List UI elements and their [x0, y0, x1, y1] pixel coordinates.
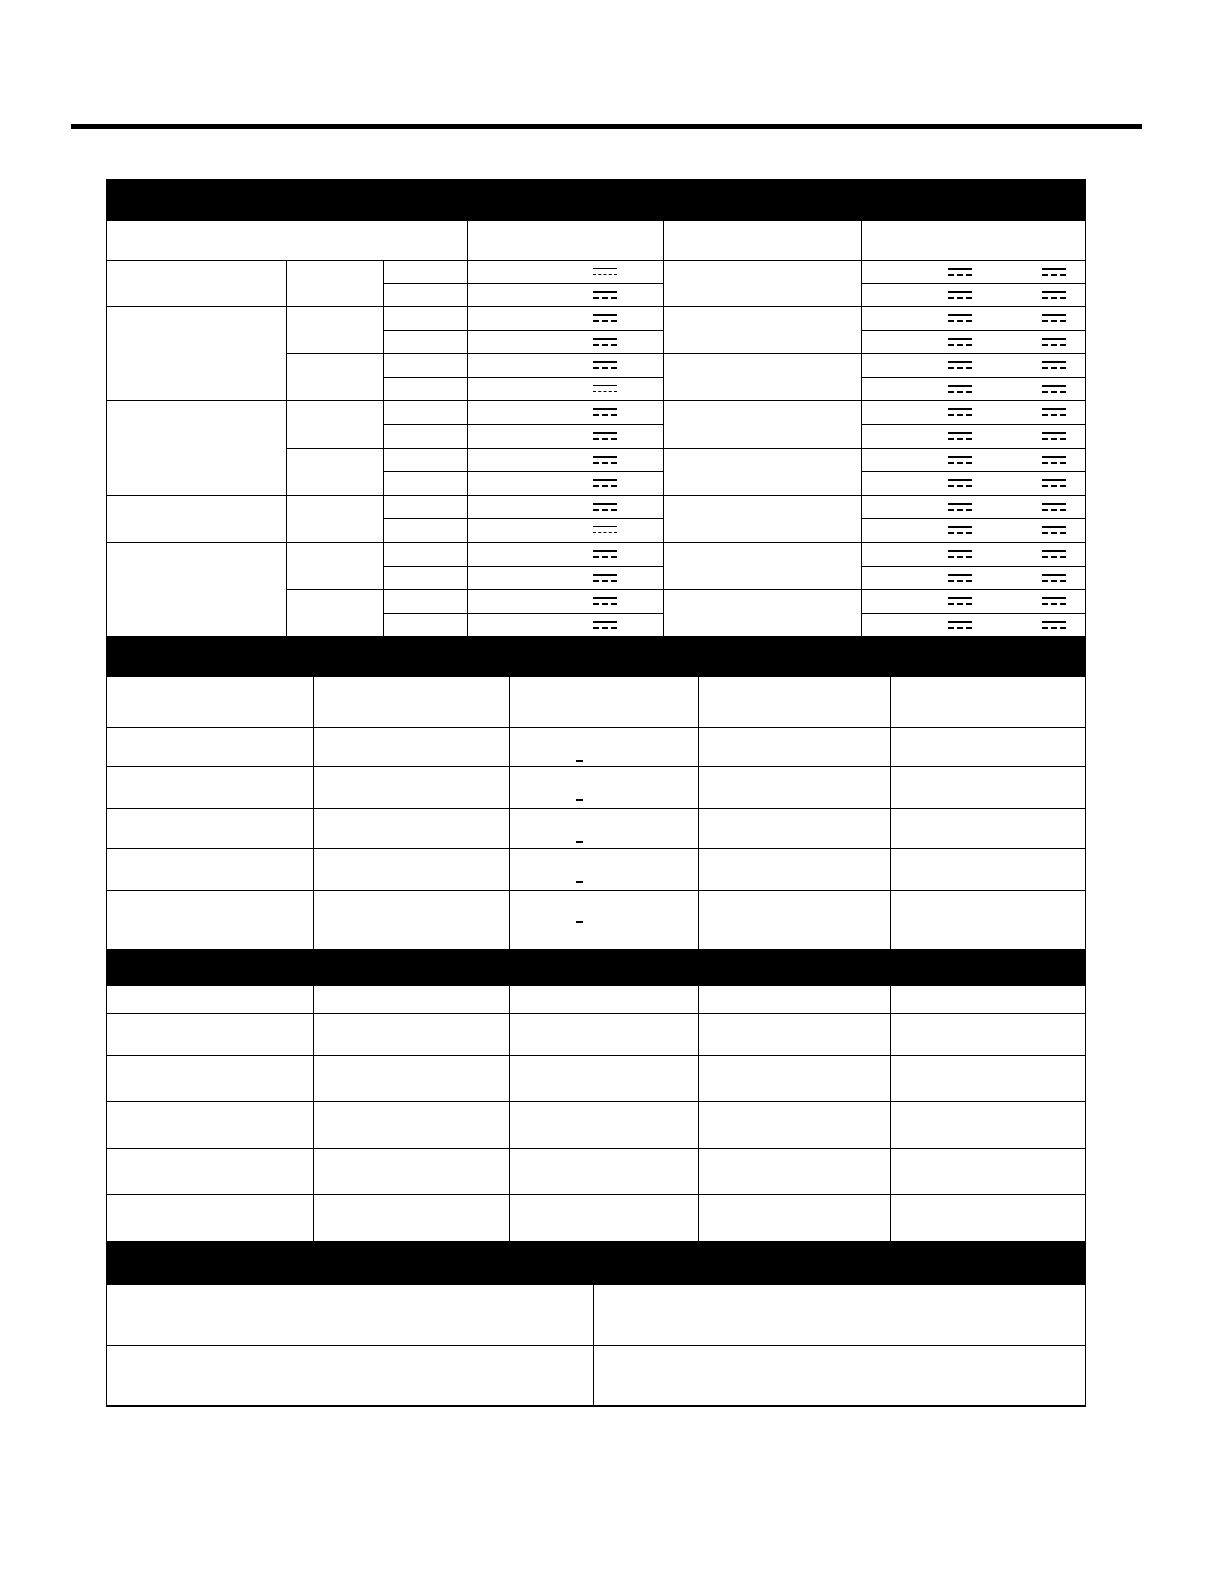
section-1-row-line: [861, 448, 1086, 449]
section-1-header-divider: [663, 221, 664, 260]
section-1-row-line: [861, 613, 1086, 614]
section-1-row-line: [383, 424, 663, 425]
section-1-row-line: [861, 353, 1086, 354]
dc-voltage-icon: [1042, 550, 1066, 561]
section-1-merged-line: [663, 353, 861, 354]
dc-voltage-icon: [593, 597, 617, 608]
dc-voltage-icon: [593, 503, 617, 514]
section-1-merged-line: [663, 306, 861, 307]
section-4-col-divider: [593, 1285, 594, 1405]
section-1-row-line: [383, 330, 663, 331]
minus-sign: [576, 881, 583, 883]
section-1-row-line: [861, 566, 1086, 567]
section-1-merged-line: [663, 448, 861, 449]
dc-voltage-icon: [948, 291, 972, 302]
section-1-row-line: [861, 495, 1086, 496]
section-3-header: [106, 949, 1086, 986]
dc-voltage-icon: [593, 408, 617, 419]
section-1-row-line: [383, 471, 663, 472]
dc-voltage-icon: [1042, 385, 1066, 396]
section-1-row-line: [383, 566, 663, 567]
dc-voltage-icon: [1042, 314, 1066, 325]
section-2-row-line: [106, 766, 1086, 767]
section-1-subgroup-line: [286, 306, 383, 307]
section-1-row-line: [383, 589, 663, 590]
dc-voltage-icon: [948, 621, 972, 632]
section-3-row-line: [106, 1194, 1086, 1195]
dc-voltage-icon: [1042, 432, 1066, 443]
section-1-merged-line: [663, 400, 861, 401]
section-1-col-divider: [861, 260, 862, 636]
form-right-border: [1085, 179, 1086, 1407]
section-3-col-divider: [313, 986, 314, 1241]
section-1-row-line: [861, 518, 1086, 519]
section-1-row-line: [861, 377, 1086, 378]
section-1-row-line: [383, 495, 663, 496]
section-1-group-line: [106, 306, 286, 307]
section-4-header: [106, 1241, 1086, 1285]
section-1-row-line: [383, 613, 663, 614]
section-1-group-line: [106, 400, 286, 401]
section-1-group-line: [106, 495, 286, 496]
minus-sign: [576, 921, 583, 923]
dc-voltage-icon: [1042, 503, 1066, 514]
section-1-row-line: [383, 542, 663, 543]
section-3-row-line: [106, 1055, 1086, 1056]
section-1-row-line: [383, 353, 663, 354]
dc-voltage-icon: [948, 314, 972, 325]
section-2-col-divider: [890, 677, 891, 949]
section-1-row-line: [383, 283, 663, 284]
dc-voltage-icon: [593, 385, 617, 396]
section-2-row-line: [106, 890, 1086, 891]
dc-voltage-icon: [1042, 456, 1066, 467]
section-1-subgroup-line: [286, 542, 383, 543]
dc-voltage-icon: [948, 456, 972, 467]
dc-voltage-icon: [593, 479, 617, 490]
section-2-col-divider: [698, 677, 699, 949]
section-1-row-line: [383, 400, 663, 401]
dc-voltage-icon: [948, 268, 972, 279]
dc-voltage-icon: [593, 361, 617, 372]
dc-voltage-icon: [593, 456, 617, 467]
section-3-col-divider: [698, 986, 699, 1241]
dc-voltage-icon: [948, 550, 972, 561]
form-table: [106, 179, 1086, 1407]
dc-voltage-icon: [593, 338, 617, 349]
section-1-header: [106, 179, 1086, 221]
section-1-header-divider: [467, 221, 468, 260]
section-1-col-divider: [383, 260, 384, 636]
section-1-row-line: [861, 306, 1086, 307]
form-left-border: [106, 179, 107, 1407]
top-rule: [71, 124, 1142, 129]
section-1-row-line: [861, 330, 1086, 331]
section-1-group-line: [106, 542, 286, 543]
section-1-merged-line: [663, 589, 861, 590]
section-1-header-row-bottom: [106, 260, 1086, 261]
dc-voltage-icon: [1042, 597, 1066, 608]
section-1-row-line: [861, 283, 1086, 284]
section-2-row-line: [106, 808, 1086, 809]
dc-voltage-icon: [593, 432, 617, 443]
section-1-subgroup-line: [286, 353, 383, 354]
section-3-row-line: [106, 1013, 1086, 1014]
section-1-col-divider: [663, 260, 664, 636]
section-1-subgroup-line: [286, 448, 383, 449]
minus-sign: [576, 841, 583, 843]
dc-voltage-icon: [948, 597, 972, 608]
section-2-row-line: [106, 848, 1086, 849]
minus-sign: [576, 760, 583, 762]
section-1-row-line: [383, 448, 663, 449]
dc-voltage-icon: [1042, 361, 1066, 372]
dc-voltage-icon: [948, 503, 972, 514]
section-3-row-line: [106, 1148, 1086, 1149]
section-1-merged-line: [663, 495, 861, 496]
dc-voltage-icon: [593, 550, 617, 561]
dc-voltage-icon: [1042, 526, 1066, 537]
dc-voltage-icon: [948, 361, 972, 372]
section-1-subgroup-line: [286, 400, 383, 401]
section-1-col-divider: [467, 260, 468, 636]
section-2-row-line: [106, 727, 1086, 728]
dc-voltage-icon: [1042, 621, 1066, 632]
dc-voltage-icon: [1042, 408, 1066, 419]
section-1-row-line: [383, 306, 663, 307]
dc-voltage-icon: [1042, 291, 1066, 302]
minus-sign: [576, 799, 583, 801]
section-1-subgroup-line: [286, 495, 383, 496]
dc-voltage-icon: [1042, 574, 1066, 585]
section-3-col-divider: [890, 986, 891, 1241]
section-2-col-divider: [509, 677, 510, 949]
dc-voltage-icon: [593, 621, 617, 632]
section-1-header-divider: [861, 221, 862, 260]
section-1-row-line: [861, 471, 1086, 472]
dc-voltage-icon: [593, 574, 617, 585]
dc-voltage-icon: [948, 408, 972, 419]
dc-voltage-icon: [593, 291, 617, 302]
section-1-row-line: [861, 589, 1086, 590]
dc-voltage-icon: [1042, 268, 1066, 279]
section-1-col-divider: [286, 260, 287, 636]
section-1-row-line: [383, 377, 663, 378]
section-3-col-divider: [509, 986, 510, 1241]
section-2-header: [106, 636, 1086, 677]
section-1-merged-line: [663, 542, 861, 543]
dc-voltage-icon: [1042, 479, 1066, 490]
section-1-row-line: [861, 424, 1086, 425]
dc-voltage-icon: [948, 574, 972, 585]
section-3-row-line: [106, 1101, 1086, 1102]
dc-voltage-icon: [593, 526, 617, 537]
section-4-row-line: [106, 1345, 1086, 1346]
section-1-subgroup-line: [286, 589, 383, 590]
dc-voltage-icon: [593, 268, 617, 279]
section-2-col-divider: [313, 677, 314, 949]
section-1-row-line: [861, 542, 1086, 543]
dc-voltage-icon: [1042, 338, 1066, 349]
dc-voltage-icon: [593, 314, 617, 325]
form-bottom-border: [106, 1405, 1086, 1407]
dc-voltage-icon: [948, 432, 972, 443]
dc-voltage-icon: [948, 479, 972, 490]
dc-voltage-icon: [948, 385, 972, 396]
dc-voltage-icon: [948, 526, 972, 537]
dc-voltage-icon: [948, 338, 972, 349]
section-1-row-line: [383, 518, 663, 519]
section-1-row-line: [861, 400, 1086, 401]
